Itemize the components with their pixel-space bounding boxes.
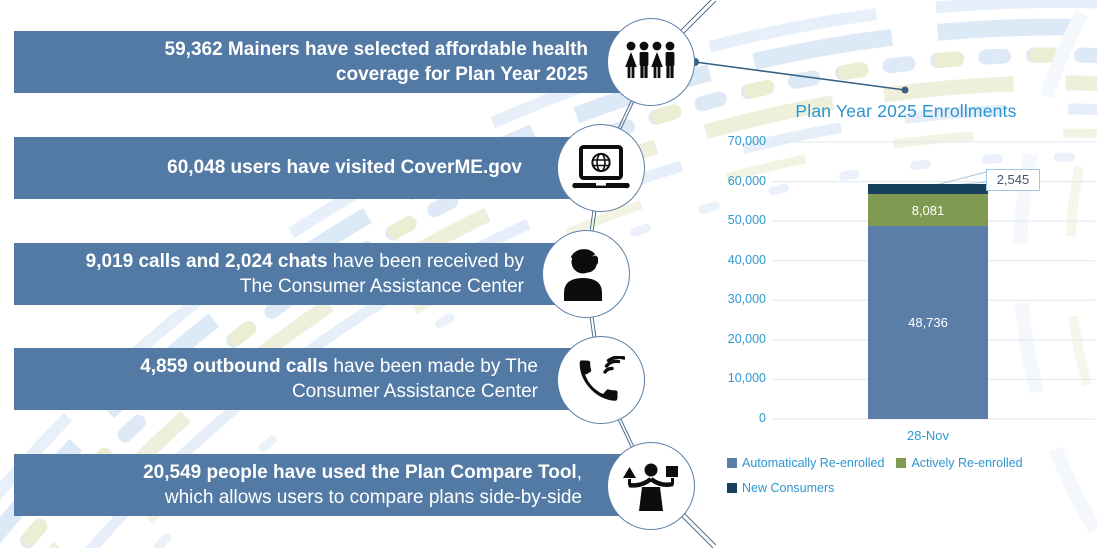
legend-item bbox=[896, 456, 1022, 470]
phone-call-icon bbox=[577, 356, 625, 404]
y-axis-tick-label: 0 bbox=[759, 411, 766, 425]
bar-segment-label: 48,736 bbox=[908, 315, 948, 331]
icon-circle-outbound bbox=[557, 336, 645, 424]
laptop-globe-icon bbox=[571, 145, 631, 191]
legend-item bbox=[727, 481, 834, 495]
banner-text-segment: 59,362 Mainers have selected affordable health coverage for Plan Year 2025 bbox=[164, 38, 594, 85]
banner-text-segment: 60,048 users have visited CoverME.gov bbox=[167, 157, 522, 179]
people-group-icon bbox=[623, 41, 679, 83]
banner-text-segment: 20,549 people have used the Plan Compare Tool bbox=[143, 461, 577, 483]
legend-swatch bbox=[727, 458, 737, 468]
banner-text-segment: have been received by The Consumer Assistance Center bbox=[239, 250, 529, 297]
y-axis-tick-label: 30,000 bbox=[727, 292, 766, 307]
legend-swatch bbox=[727, 483, 737, 493]
banner-text-segment: , which allows users to compare plans side-by-side bbox=[164, 461, 588, 508]
legend-label: Actively Re-enrolled bbox=[911, 456, 1023, 470]
legend-swatch bbox=[896, 458, 906, 468]
bar-segment-actively-re-enrolled bbox=[868, 194, 988, 226]
x-axis-tick-label: 28-Nov bbox=[907, 428, 949, 443]
y-axis-tick-label: 50,000 bbox=[727, 213, 766, 228]
banner-text-segment: 4,859 outbound calls bbox=[140, 355, 329, 377]
icon-circle-people bbox=[607, 18, 695, 106]
new-consumers-callout: 2,545 bbox=[986, 169, 1040, 191]
chart-title: Plan Year 2025 Enrollments bbox=[795, 101, 1017, 121]
bar-segment-automatically-re-enrolled bbox=[868, 226, 988, 419]
banner-text-segment: 9,019 calls and 2,024 chats bbox=[85, 250, 328, 272]
y-axis-tick-label: 70,000 bbox=[727, 134, 766, 148]
leader-line-to-chart bbox=[691, 58, 909, 94]
y-axis-tick-label: 40,000 bbox=[727, 252, 766, 267]
compare-person-icon bbox=[622, 461, 680, 511]
banner-text-segment: have been made by The Consumer Assistance Center bbox=[291, 355, 544, 402]
y-axis-tick-label: 20,000 bbox=[727, 331, 766, 346]
icon-circle-website bbox=[557, 124, 645, 212]
legend-label: Automatically Re-enrolled bbox=[742, 456, 885, 470]
bar-segment-label: 8,081 bbox=[911, 202, 945, 218]
chart-legend bbox=[727, 456, 1059, 495]
legend-item bbox=[727, 456, 884, 470]
icon-circle-assistance bbox=[542, 230, 630, 318]
y-axis-tick-label: 10,000 bbox=[727, 371, 766, 386]
y-axis-tick-label: 60,000 bbox=[727, 173, 766, 188]
icon-circle-compare bbox=[607, 442, 695, 530]
support-agent-icon bbox=[561, 247, 611, 301]
bar-segment-new-consumers bbox=[868, 184, 988, 194]
legend-label: New Consumers bbox=[742, 481, 835, 495]
